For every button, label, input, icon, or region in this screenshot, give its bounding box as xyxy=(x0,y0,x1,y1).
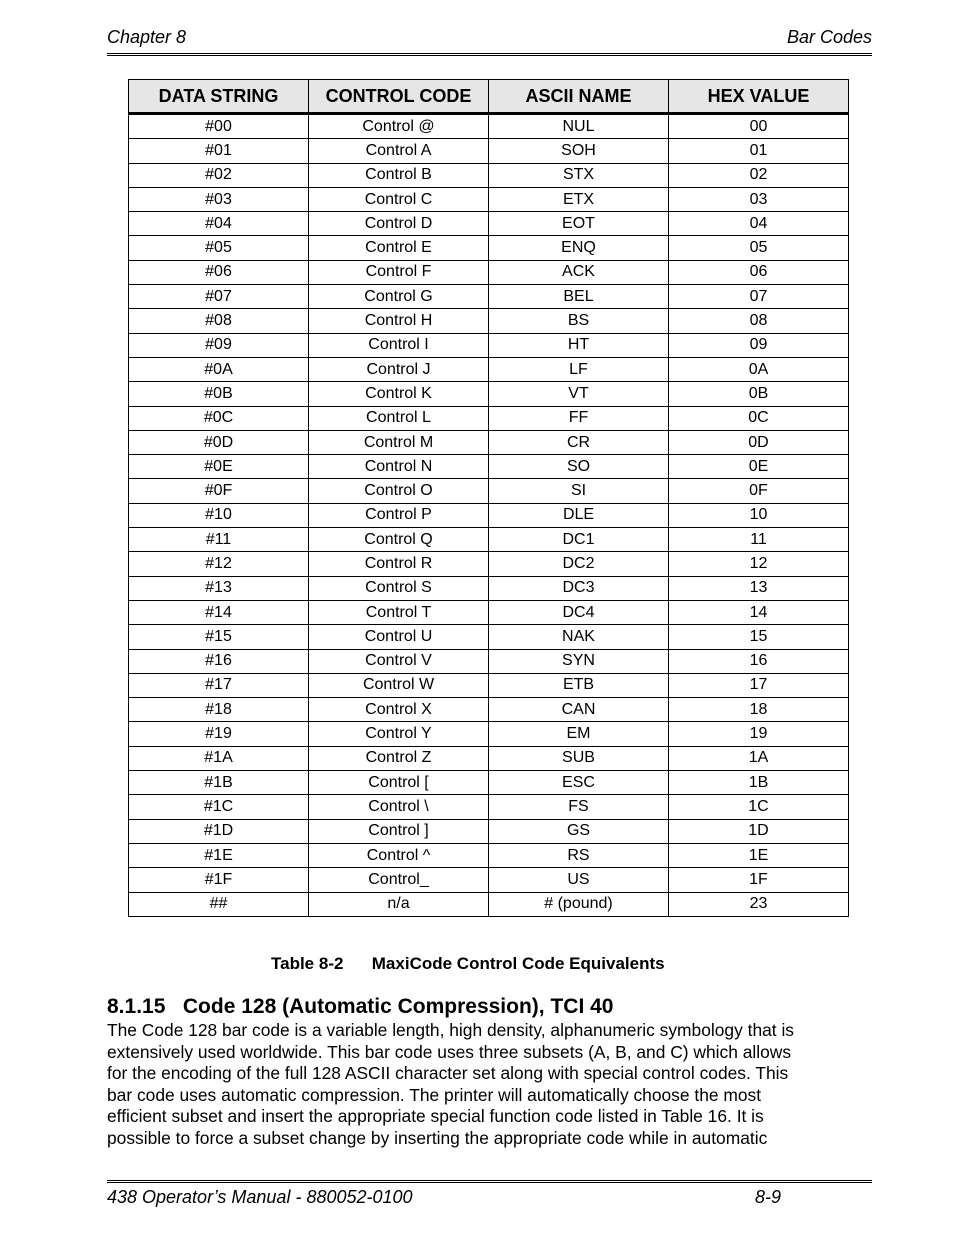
control-code-cell: Control P xyxy=(309,503,489,527)
hex-value-cell: 0C xyxy=(669,406,849,430)
ascii-name-cell: ETX xyxy=(489,187,669,211)
table-row xyxy=(129,285,849,309)
ascii-name-cell: NAK xyxy=(489,625,669,649)
table-row xyxy=(129,868,849,892)
table-row xyxy=(129,212,849,236)
page-header xyxy=(107,27,872,56)
table-body xyxy=(129,114,849,917)
data-string-cell: #05 xyxy=(129,236,309,260)
data-string-cell: #1A xyxy=(129,746,309,770)
control-code-table xyxy=(128,79,849,917)
hex-value-cell: 15 xyxy=(669,625,849,649)
data-string-cell: #03 xyxy=(129,187,309,211)
control-code-cell: Control U xyxy=(309,625,489,649)
control-code-cell: Control K xyxy=(309,382,489,406)
data-string-cell: #08 xyxy=(129,309,309,333)
data-string-cell: #06 xyxy=(129,260,309,284)
data-string-cell: #04 xyxy=(129,212,309,236)
table-row xyxy=(129,843,849,867)
control-code-cell: Control A xyxy=(309,139,489,163)
table-row xyxy=(129,649,849,673)
ascii-name-cell: SI xyxy=(489,479,669,503)
hex-value-cell: 1F xyxy=(669,868,849,892)
ascii-name-cell: STX xyxy=(489,163,669,187)
control-code-cell: Control_ xyxy=(309,868,489,892)
data-string-cell: #0E xyxy=(129,455,309,479)
table-row xyxy=(129,892,849,916)
table-row xyxy=(129,576,849,600)
ascii-name-cell: DC2 xyxy=(489,552,669,576)
control-code-cell: Control X xyxy=(309,698,489,722)
control-code-cell: Control J xyxy=(309,357,489,381)
ascii-name-cell: EOT xyxy=(489,212,669,236)
ascii-name-cell: VT xyxy=(489,382,669,406)
column-header-data-string: DATA STRING xyxy=(129,80,309,114)
table-row xyxy=(129,139,849,163)
data-string-cell: #1C xyxy=(129,795,309,819)
data-string-cell: #02 xyxy=(129,163,309,187)
ascii-name-cell: ACK xyxy=(489,260,669,284)
ascii-name-cell: DC4 xyxy=(489,600,669,624)
hex-value-cell: 1B xyxy=(669,771,849,795)
control-code-cell: Control E xyxy=(309,236,489,260)
control-code-cell: Control M xyxy=(309,430,489,454)
ascii-name-cell: CAN xyxy=(489,698,669,722)
control-code-cell: Control ^ xyxy=(309,843,489,867)
hex-value-cell: 1E xyxy=(669,843,849,867)
ascii-name-cell: ENQ xyxy=(489,236,669,260)
control-code-cell: Control L xyxy=(309,406,489,430)
data-string-cell: #16 xyxy=(129,649,309,673)
data-string-cell: #07 xyxy=(129,285,309,309)
data-string-cell: #1D xyxy=(129,819,309,843)
control-code-cell: Control W xyxy=(309,673,489,697)
ascii-name-cell: CR xyxy=(489,430,669,454)
table-row xyxy=(129,746,849,770)
ascii-name-cell: ESC xyxy=(489,771,669,795)
ascii-name-cell: FS xyxy=(489,795,669,819)
data-string-cell: #13 xyxy=(129,576,309,600)
column-header-ascii-name: ASCII NAME xyxy=(489,80,669,114)
hex-value-cell: 07 xyxy=(669,285,849,309)
control-code-cell: Control Y xyxy=(309,722,489,746)
hex-value-cell: 0D xyxy=(669,430,849,454)
data-string-cell: #01 xyxy=(129,139,309,163)
column-header-hex-value: HEX VALUE xyxy=(669,80,849,114)
control-code-cell: Control T xyxy=(309,600,489,624)
body-line: possible to force a subset change by inserting the appropriate code while in automatic xyxy=(107,1127,768,1148)
ascii-name-cell: SUB xyxy=(489,746,669,770)
hex-value-cell: 03 xyxy=(669,187,849,211)
ascii-name-cell: DC1 xyxy=(489,528,669,552)
table-row xyxy=(129,309,849,333)
ascii-name-cell: RS xyxy=(489,843,669,867)
body-line: The Code 128 bar code is a variable length, high density, alphanumeric symbology that is xyxy=(107,1020,795,1040)
table-row xyxy=(129,722,849,746)
data-string-cell: #15 xyxy=(129,625,309,649)
column-header-control-code: CONTROL CODE xyxy=(309,80,489,114)
table-row xyxy=(129,333,849,357)
hex-value-cell: 0F xyxy=(669,479,849,503)
hex-value-cell: 12 xyxy=(669,552,849,576)
ascii-name-cell: US xyxy=(489,868,669,892)
ascii-name-cell: FF xyxy=(489,406,669,430)
table-row xyxy=(129,698,849,722)
control-code-cell: Control C xyxy=(309,187,489,211)
data-string-cell: #0C xyxy=(129,406,309,430)
body-line: for the encoding of the full 128 ASCII character set along with special control codes. This xyxy=(107,1063,789,1083)
hex-value-cell: 05 xyxy=(669,236,849,260)
hex-value-cell: 17 xyxy=(669,673,849,697)
hex-value-cell: 1C xyxy=(669,795,849,819)
control-code-cell: Control \ xyxy=(309,795,489,819)
table-row xyxy=(129,625,849,649)
data-string-cell: #0D xyxy=(129,430,309,454)
data-string-cell: #18 xyxy=(129,698,309,722)
control-code-cell: Control N xyxy=(309,455,489,479)
table-row xyxy=(129,503,849,527)
table-row xyxy=(129,600,849,624)
data-string-cell: #17 xyxy=(129,673,309,697)
table-row xyxy=(129,163,849,187)
ascii-name-cell: EM xyxy=(489,722,669,746)
hex-value-cell: 00 xyxy=(669,114,849,139)
table-row xyxy=(129,382,849,406)
table-header-row xyxy=(129,80,849,114)
control-code-cell: Control @ xyxy=(309,114,489,139)
hex-value-cell: 14 xyxy=(669,600,849,624)
hex-value-cell: 0B xyxy=(669,382,849,406)
table-row xyxy=(129,552,849,576)
control-code-cell: Control S xyxy=(309,576,489,600)
table-row xyxy=(129,236,849,260)
ascii-name-cell: BEL xyxy=(489,285,669,309)
control-code-cell: Control Z xyxy=(309,746,489,770)
ascii-name-cell: BS xyxy=(489,309,669,333)
ascii-name-cell: HT xyxy=(489,333,669,357)
control-code-cell: Control G xyxy=(309,285,489,309)
ascii-name-cell: SO xyxy=(489,455,669,479)
hex-value-cell: 18 xyxy=(669,698,849,722)
control-code-cell: Control H xyxy=(309,309,489,333)
ascii-name-cell: # (pound) xyxy=(489,892,669,916)
page-number: 8-9 xyxy=(755,1187,782,1207)
table-row xyxy=(129,771,849,795)
table-row xyxy=(129,819,849,843)
data-string-cell: #09 xyxy=(129,333,309,357)
control-code-cell: Control D xyxy=(309,212,489,236)
body-line: efficient subset and insert the appropriate special function code listed in Table 16. It is xyxy=(107,1106,764,1126)
control-code-cell: Control V xyxy=(309,649,489,673)
hex-value-cell: 0E xyxy=(669,455,849,479)
ascii-name-cell: DLE xyxy=(489,503,669,527)
control-code-cell: n/a xyxy=(309,892,489,916)
hex-value-cell: 16 xyxy=(669,649,849,673)
control-code-cell: Control ] xyxy=(309,819,489,843)
data-string-cell: #14 xyxy=(129,600,309,624)
data-string-cell: #19 xyxy=(129,722,309,746)
section-body xyxy=(107,1020,867,1149)
hex-value-cell: 1D xyxy=(669,819,849,843)
ascii-name-cell: GS xyxy=(489,819,669,843)
data-string-cell: ## xyxy=(129,892,309,916)
ascii-name-cell: LF xyxy=(489,357,669,381)
body-line: extensively used worldwide. This bar code uses three subsets (A, B, and C) which allows xyxy=(107,1041,792,1062)
ascii-name-cell: NUL xyxy=(489,114,669,139)
table-row xyxy=(129,114,849,139)
table-row xyxy=(129,357,849,381)
ascii-name-cell: SOH xyxy=(489,139,669,163)
ascii-name-cell: SYN xyxy=(489,649,669,673)
table-caption: Table 8-2 MaxiCode Control Code Equivalents xyxy=(271,954,665,973)
table-row xyxy=(129,455,849,479)
data-string-cell: #00 xyxy=(129,114,309,139)
control-code-cell: Control I xyxy=(309,333,489,357)
table-row xyxy=(129,187,849,211)
hex-value-cell: 19 xyxy=(669,722,849,746)
body-line: bar code uses automatic compression. The printer will automatically choose the most xyxy=(107,1084,762,1105)
page-footer xyxy=(107,1180,872,1211)
control-code-cell: Control B xyxy=(309,163,489,187)
data-string-cell: #11 xyxy=(129,528,309,552)
section-label: Bar Codes xyxy=(786,27,872,47)
data-string-cell: #1F xyxy=(129,868,309,892)
data-string-cell: #0F xyxy=(129,479,309,503)
hex-value-cell: 23 xyxy=(669,892,849,916)
table-row xyxy=(129,430,849,454)
data-string-cell: #1E xyxy=(129,843,309,867)
data-string-cell: #1B xyxy=(129,771,309,795)
hex-value-cell: 09 xyxy=(669,333,849,357)
hex-value-cell: 10 xyxy=(669,503,849,527)
control-code-cell: Control [ xyxy=(309,771,489,795)
table-row xyxy=(129,479,849,503)
ascii-name-cell: ETB xyxy=(489,673,669,697)
table-row xyxy=(129,795,849,819)
table-row xyxy=(129,260,849,284)
hex-value-cell: 11 xyxy=(669,528,849,552)
manual-title: 438 Operator’s Manual - 880052-0100 xyxy=(107,1187,413,1207)
data-string-cell: #0B xyxy=(129,382,309,406)
control-code-cell: Control R xyxy=(309,552,489,576)
table-row xyxy=(129,673,849,697)
section-heading: 8.1.15 Code 128 (Automatic Compression), TCI 40 xyxy=(107,995,614,1018)
hex-value-cell: 0A xyxy=(669,357,849,381)
data-string-cell: #12 xyxy=(129,552,309,576)
table-row xyxy=(129,406,849,430)
table-row xyxy=(129,528,849,552)
ascii-name-cell: DC3 xyxy=(489,576,669,600)
hex-value-cell: 1A xyxy=(669,746,849,770)
control-code-cell: Control O xyxy=(309,479,489,503)
control-code-cell: Control Q xyxy=(309,528,489,552)
data-string-cell: #0A xyxy=(129,357,309,381)
chapter-label: Chapter 8 xyxy=(107,27,187,47)
hex-value-cell: 06 xyxy=(669,260,849,284)
hex-value-cell: 04 xyxy=(669,212,849,236)
hex-value-cell: 08 xyxy=(669,309,849,333)
hex-value-cell: 01 xyxy=(669,139,849,163)
hex-value-cell: 13 xyxy=(669,576,849,600)
control-code-cell: Control F xyxy=(309,260,489,284)
data-string-cell: #10 xyxy=(129,503,309,527)
hex-value-cell: 02 xyxy=(669,163,849,187)
